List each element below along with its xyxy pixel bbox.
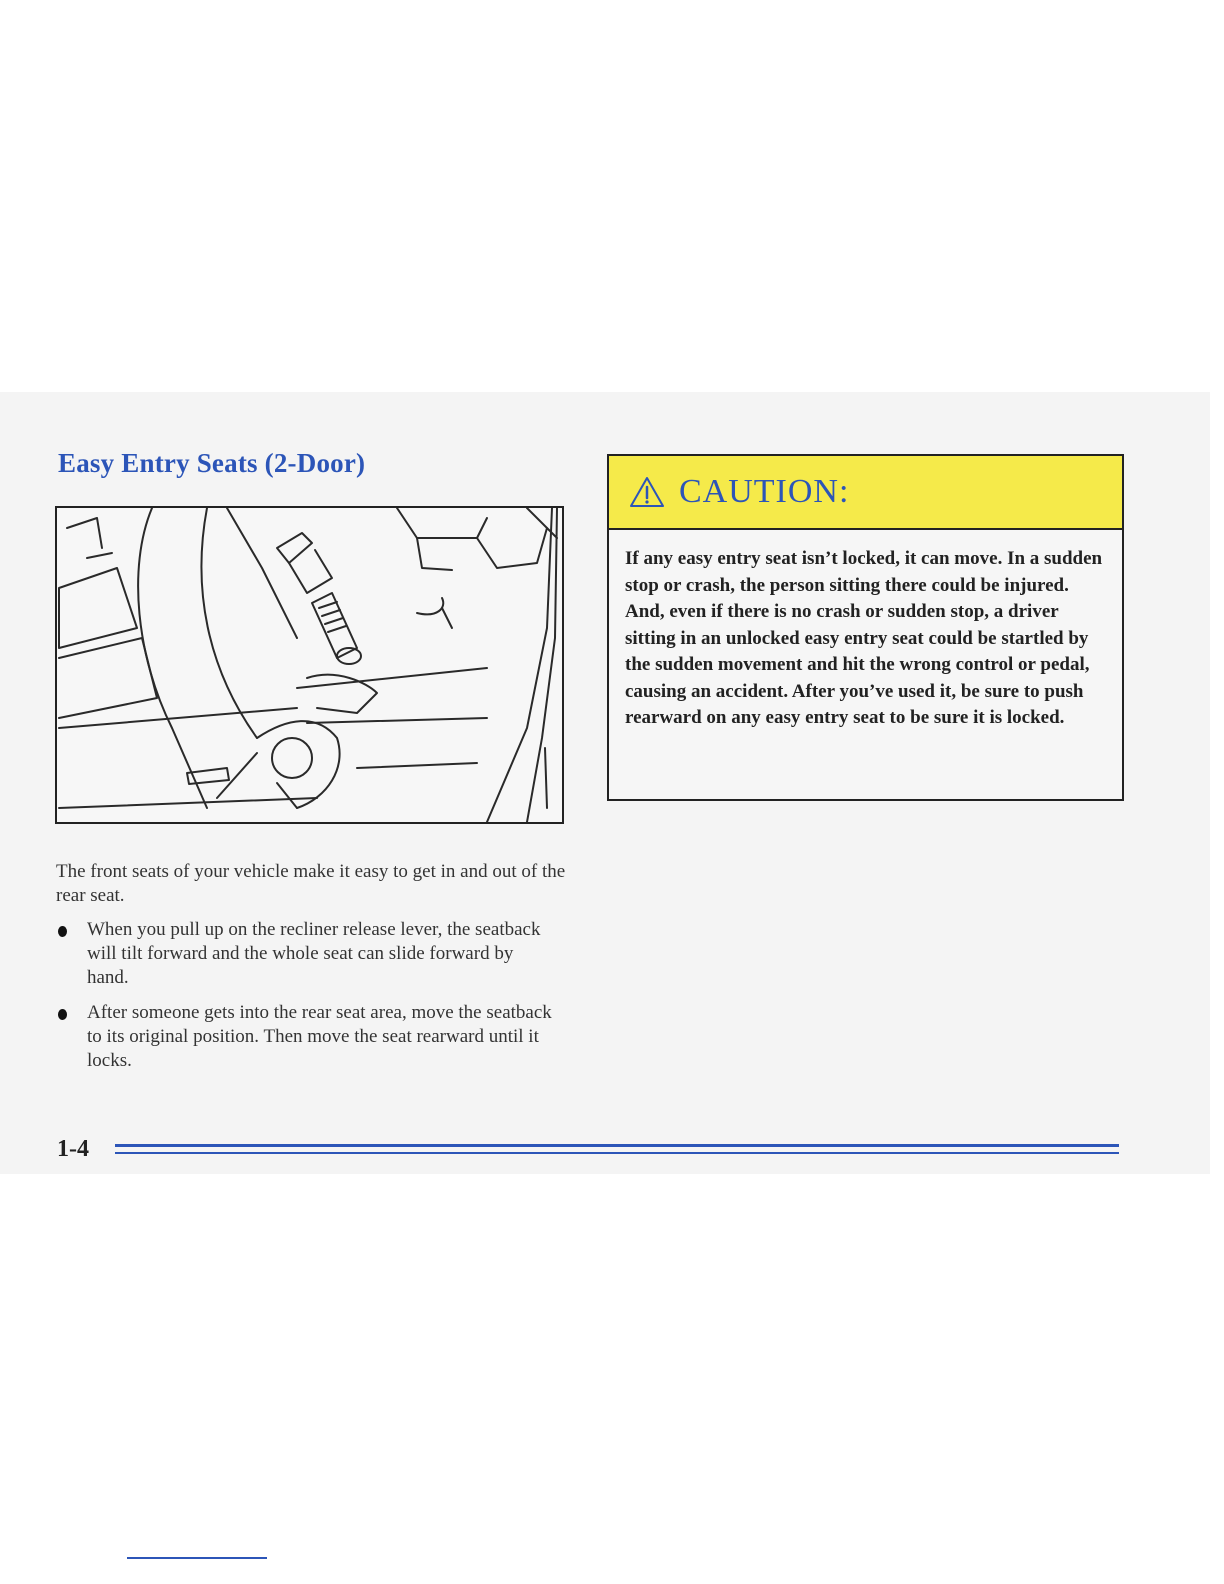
footer-rule (115, 1144, 1119, 1147)
list-item (56, 918, 556, 990)
caution-text: If any easy entry seat isn’t locked, it can move. In a sudden stop or crash, the person sitting there could be injured. And, even if there is no crash or sudden stop, a driver sitting in an unlocked easy entry seat could be startled by the sudden movement and hit the wrong control or pedal, causing an accident. After you’ve used it, be sure to push rearward on any easy entry seat to be sure it is locked. (625, 548, 1103, 728)
footer-rule-secondary (115, 1152, 1119, 1154)
bullet-icon (58, 926, 67, 937)
list-item (56, 1001, 556, 1073)
seat-illustration (55, 506, 564, 824)
caution-label: CAUTION: (679, 473, 850, 510)
bottom-divider (127, 1557, 267, 1559)
warning-triangle-icon (629, 476, 665, 508)
intro-paragraph: The front seats of your vehicle make it easy to get in and out of the rear seat. (56, 861, 566, 906)
instruction-list (56, 918, 556, 1084)
seat-recliner-illustration-icon (57, 508, 562, 822)
caution-header (609, 456, 1122, 530)
caution-box (607, 454, 1124, 801)
bullet-icon (58, 1009, 67, 1020)
page-number: 1-4 (57, 1136, 89, 1162)
list-item-text: After someone gets into the rear seat area, move the seatback to its original position. Then move the seat rearward until it locks. (87, 1002, 552, 1071)
list-item-text: When you pull up on the recliner release lever, the seatback will tilt forward and the whole seat can slide forward by hand. (87, 919, 541, 988)
section-title: Easy Entry Seats (2-Door) (58, 448, 366, 478)
